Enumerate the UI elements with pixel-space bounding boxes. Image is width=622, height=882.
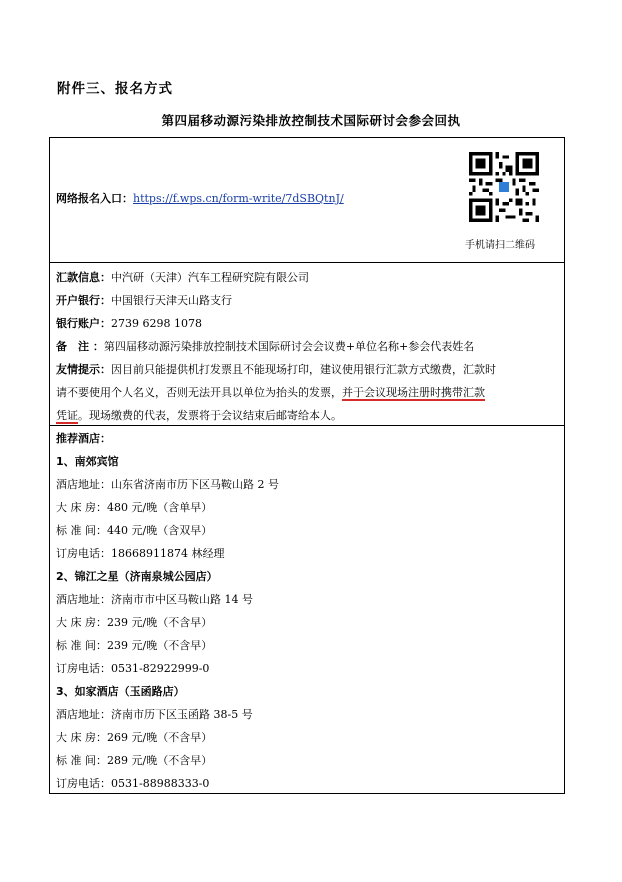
qr-code-icon bbox=[469, 152, 539, 222]
tip-line-1 bbox=[56, 363, 496, 377]
payee-label: 汇款信息： bbox=[56, 271, 111, 284]
note-line bbox=[56, 340, 474, 354]
registration-link[interactable]: https://f.wps.cn/form-write/7dSBQtnJ/ bbox=[133, 192, 344, 205]
hotel-1-standard: 标 准 间：440 元/晚（含双早） bbox=[56, 524, 213, 537]
hotel-3-standard: 标 准 间：289 元/晚（不含早） bbox=[56, 754, 213, 767]
hotel-2-address: 酒店地址：济南市市中区马鞍山路 14 号 bbox=[56, 593, 253, 606]
registration-label: 网络报名入口： bbox=[56, 192, 133, 205]
account-label: 银行账户： bbox=[56, 317, 111, 330]
bank-line bbox=[56, 294, 232, 308]
tip-line-2 bbox=[56, 386, 485, 400]
qr-caption: 手机请扫二维码 bbox=[465, 240, 535, 251]
hotel-2-name: 2、锦江之星（济南泉城公园店） bbox=[56, 570, 218, 583]
hotel-1-phone: 订房电话：18668911874 林经理 bbox=[56, 547, 225, 560]
payee-value: 中汽研（天津）汽车工程研究院有限公司 bbox=[111, 271, 309, 284]
attachment-heading: 附件三、报名方式 bbox=[57, 81, 173, 97]
tip-text-1: 因目前只能提供机打发票且不能现场打印，建议使用银行汇款方式缴费，汇款时 bbox=[111, 363, 496, 376]
tip-underlined-text-2: 凭证 bbox=[56, 409, 78, 422]
note-value: 第四届移动源污染排放控制技术国际研讨会会议费+单位名称+参会代表姓名 bbox=[103, 340, 475, 353]
registration-section bbox=[49, 137, 565, 263]
hotel-3-address: 酒店地址：济南市历下区玉函路 38-5 号 bbox=[56, 708, 253, 721]
bank-value: 中国银行天津天山路支行 bbox=[111, 294, 232, 307]
hotel-2-phone: 订房电话：0531-82922999-0 bbox=[56, 662, 210, 675]
account-line bbox=[56, 317, 202, 331]
note-label: 备 注 ： bbox=[56, 340, 104, 353]
tip-label: 友情提示： bbox=[56, 363, 111, 376]
hotel-3-name: 3、如家酒店（玉函路店） bbox=[56, 685, 185, 698]
hotel-1-big-bed: 大 床 房：480 元/晚（含单早） bbox=[56, 501, 213, 514]
hotel-3-phone: 订房电话：0531-88988333-0 bbox=[56, 777, 210, 790]
registration-line bbox=[56, 192, 344, 206]
hotel-3-big-bed: 大 床 房：269 元/晚（不含早） bbox=[56, 731, 213, 744]
hotel-2-standard: 标 准 间：239 元/晚（不含早） bbox=[56, 639, 213, 652]
payee-line bbox=[56, 271, 309, 285]
tip-underlined-text-1: 并于会议现场注册时携带汇款 bbox=[342, 386, 485, 399]
hotel-1-address: 酒店地址：山东省济南市历下区马鞍山路 2 号 bbox=[56, 478, 279, 491]
hotel-2-big-bed: 大 床 房：239 元/晚（不含早） bbox=[56, 616, 213, 629]
account-value: 2739 6298 1078 bbox=[111, 317, 202, 330]
tip-line-3 bbox=[56, 409, 342, 423]
tip-text-2: 请不要使用个人名义，否则无法开具以单位为抬头的发票， bbox=[56, 386, 342, 399]
hotel-1-name: 1、南郊宾馆 bbox=[56, 455, 119, 468]
tip-text-3: 。现场缴费的代表，发票将于会议结束后邮寄给本人。 bbox=[78, 409, 342, 422]
bank-label: 开户银行： bbox=[56, 294, 111, 307]
payment-section bbox=[49, 263, 565, 426]
hotels-section-label: 推荐酒店： bbox=[56, 432, 111, 445]
document-title: 第四届移动源污染排放控制技术国际研讨会参会回执 bbox=[161, 113, 461, 128]
hotels-section bbox=[49, 426, 565, 794]
